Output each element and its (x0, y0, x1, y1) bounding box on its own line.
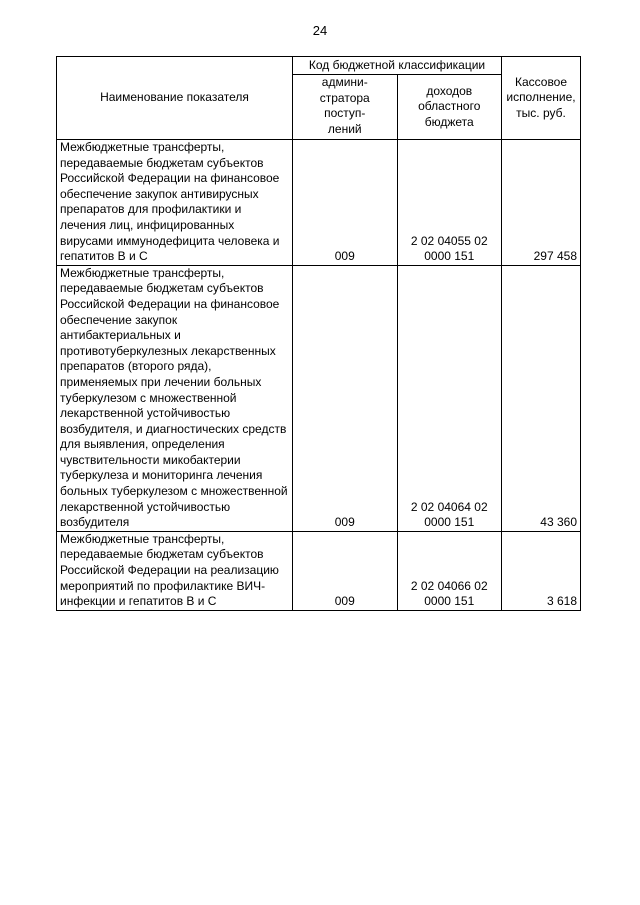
budget-table (56, 56, 581, 611)
table-row (57, 140, 581, 266)
row-name: Межбюджетные трансферты, передаваемые бюджетам субъектов Российской Федерации на финансовое обеспечение закупок антивирусных препаратов для профилактики и лечения лиц, инфицированных вирусами иммунодефицита человека и гепатитов В и С (57, 140, 293, 266)
header-amount-line: тыс. руб. (516, 105, 566, 120)
row-admin-code: 009 (293, 265, 398, 531)
header-admin-line: лений (327, 121, 362, 136)
header-row-top (57, 57, 581, 75)
header-admin (293, 75, 398, 140)
table-row (57, 265, 581, 531)
row-admin-code: 009 (293, 140, 398, 266)
header-name: Наименование показателя (57, 57, 293, 140)
row-amount: 43 360 (502, 265, 581, 531)
row-amount: 297 458 (502, 140, 581, 266)
header-income-line: областного (418, 99, 481, 114)
header-amount-line: исполнение, (506, 90, 576, 105)
table-header (57, 57, 581, 140)
page-number: 24 (312, 23, 328, 38)
row-income-code: 2 02 04066 02 0000 151 (397, 531, 502, 610)
header-admin-line: поступ- (324, 106, 366, 121)
row-admin-code: 009 (293, 531, 398, 610)
row-income-code: 2 02 04064 02 0000 151 (397, 265, 502, 531)
header-income-line: бюджета (424, 114, 474, 129)
header-admin-line: стратора (319, 90, 370, 105)
row-income-code: 2 02 04055 02 0000 151 (397, 140, 502, 266)
header-code-group: Код бюджетной классификации (293, 57, 502, 75)
header-amount (502, 57, 581, 140)
header-income-line: доходов (426, 83, 473, 98)
header-income (397, 75, 502, 140)
header-admin-line: админи- (321, 75, 368, 89)
row-amount: 3 618 (502, 531, 581, 610)
row-name: Межбюджетные трансферты, передаваемые бюджетам субъектов Российской Федерации на финансовое обеспечение закупок антибактериальных и противотуберкулезных лекарственных препаратов (второго ряда), применяемых при лечении больных туберкулезом с множественной лекарственной устойчивостью возбудителя, и диагностических средств для выявления, определения чувствительности микобактерии туберкулеза и мониторинга лечения больных туберкулезом с множественной лекарственной устойчивостью возбудителя (57, 265, 293, 531)
header-amount-line: Кассовое (514, 74, 568, 89)
row-name: Межбюджетные трансферты, передаваемые бюджетам субъектов Российской Федерации на реализацию мероприятий по профилактике ВИЧ-инфекции и гепатитов В и С (57, 531, 293, 610)
table-row (57, 531, 581, 610)
table-body (57, 140, 581, 611)
